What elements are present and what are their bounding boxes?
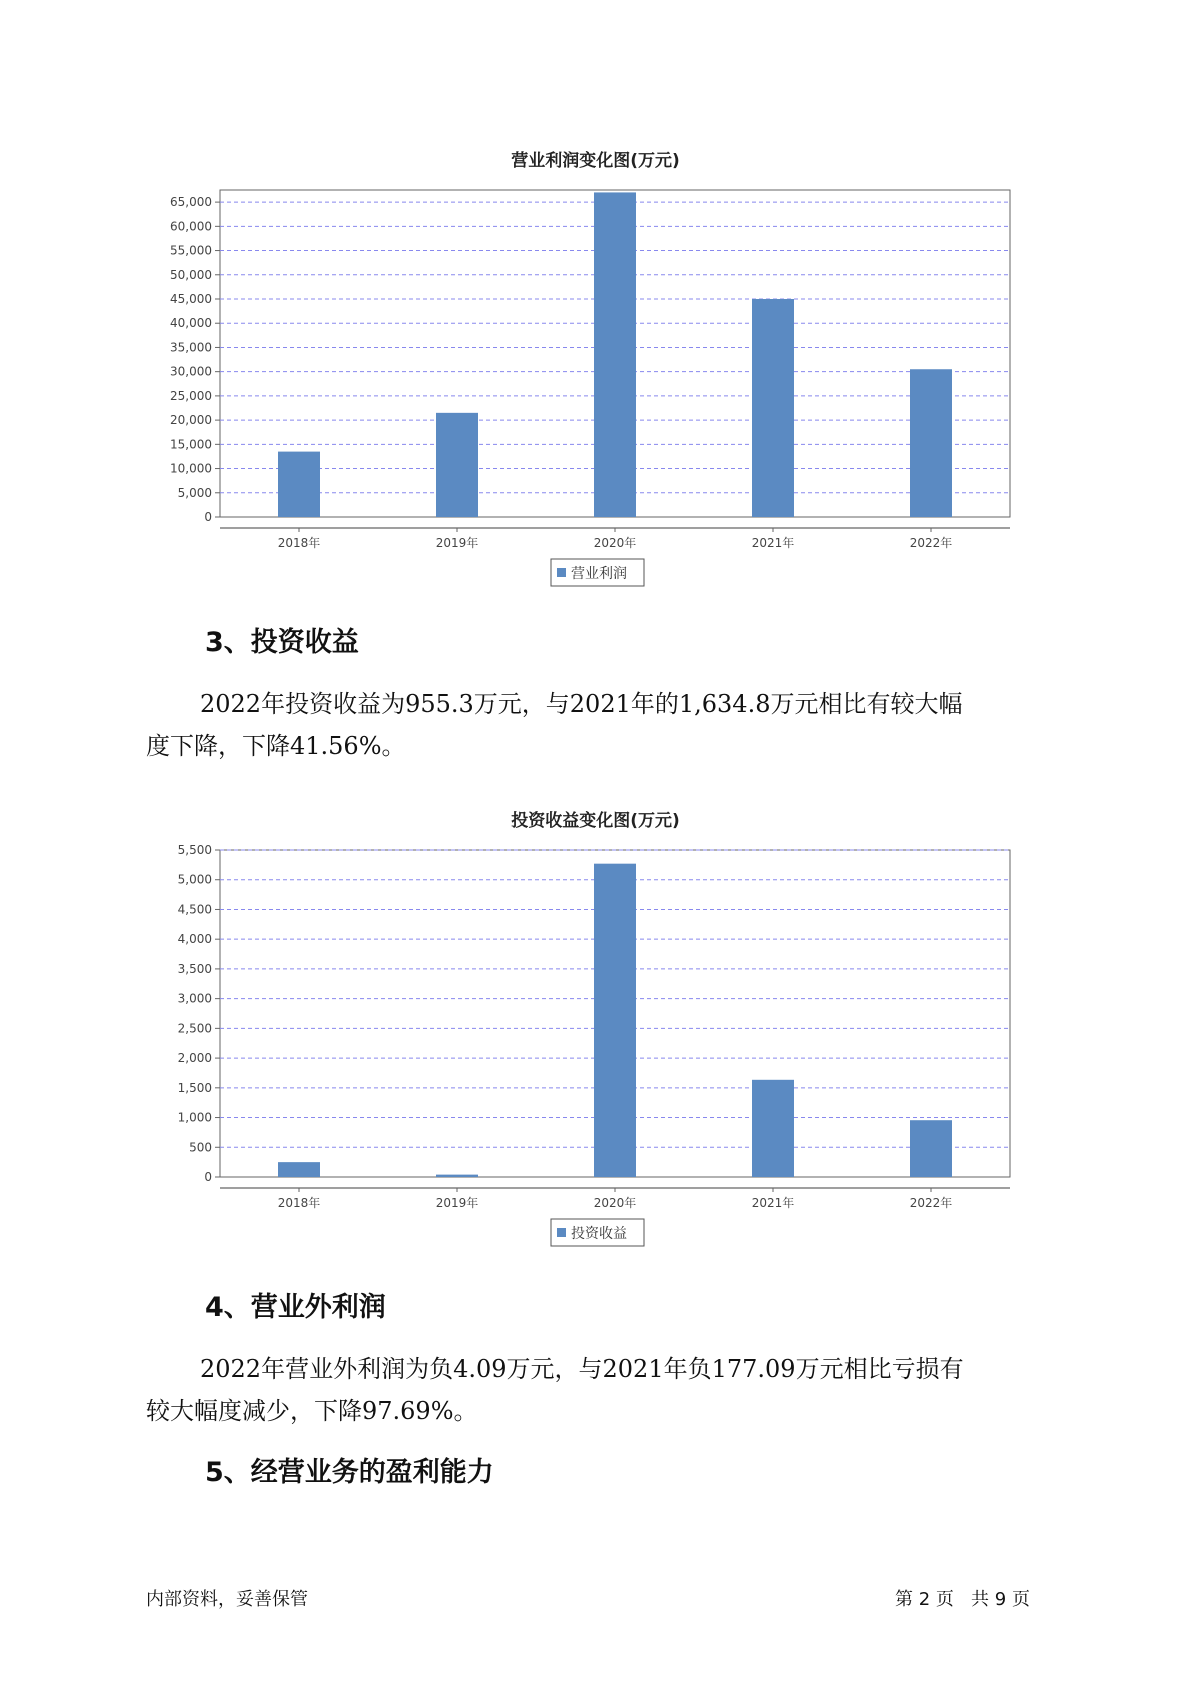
operating-profit-chart [0, 180, 1191, 600]
legend-label: 营业利润 [571, 566, 627, 582]
y-tick-label: 55,000 [170, 243, 212, 258]
y-tick-label: 20,000 [170, 413, 212, 428]
section-5-heading: 5、经营业务的盈利能力 [205, 1457, 494, 1488]
y-tick-label: 50,000 [170, 267, 212, 282]
y-tick-label: 2,500 [177, 1021, 212, 1036]
section-4-paragraph [146, 1348, 1046, 1432]
legend-swatch [557, 568, 566, 577]
y-tick-label: 65,000 [170, 195, 212, 210]
bar-2019年 [436, 1175, 478, 1177]
bar-2022年 [910, 1120, 952, 1177]
y-tick-label: 3,000 [177, 991, 212, 1006]
y-tick-label: 15,000 [170, 437, 212, 452]
x-tick-label: 2020年 [593, 536, 637, 550]
section-3-line-2: 度下降，下降41.56%。 [146, 732, 406, 760]
y-tick-label: 2,000 [177, 1051, 212, 1066]
y-tick-label: 30,000 [170, 364, 212, 379]
bar-2018年 [278, 452, 320, 517]
section-4-line-2: 较大幅度减少，下降97.69%。 [146, 1397, 478, 1425]
investment-income-chart [0, 840, 1191, 1260]
y-tick-label: 10,000 [170, 461, 212, 476]
bar-2021年 [752, 1080, 794, 1177]
x-tick-label: 2020年 [593, 1196, 637, 1210]
chart-1-title: 营业利润变化图(万元) [511, 151, 680, 171]
y-tick-label: 25,000 [170, 388, 212, 403]
legend-swatch [557, 1228, 566, 1237]
y-tick-label: 5,000 [177, 872, 212, 887]
y-tick-label: 4,500 [177, 902, 212, 917]
y-tick-label: 4,000 [177, 932, 212, 947]
footer-confidential-note: 内部资料，妥善保管 [146, 1589, 308, 1610]
y-tick-label: 1,000 [177, 1110, 212, 1125]
footer-page-number: 第 2 页 共 9 页 [895, 1589, 1030, 1610]
y-tick-label: 1,500 [177, 1080, 212, 1095]
chart-2-title: 投资收益变化图(万元) [511, 811, 680, 831]
y-tick-label: 0 [204, 1170, 212, 1184]
section-4-heading: 4、营业外利润 [205, 1292, 386, 1323]
bar-2021年 [752, 299, 794, 517]
legend-label: 投资收益 [571, 1226, 627, 1242]
section-3-paragraph [146, 683, 1046, 767]
y-tick-label: 5,500 [177, 843, 212, 857]
y-tick-label: 45,000 [170, 292, 212, 306]
x-tick-label: 2018年 [277, 1196, 321, 1210]
x-tick-label: 2022年 [909, 536, 953, 550]
y-tick-label: 0 [204, 510, 212, 524]
bar-2019年 [436, 413, 478, 517]
x-tick-label: 2021年 [751, 1196, 795, 1210]
section-3-line-1: 2022年投资收益为955.3万元，与2021年的1,634.8万元相比有较大幅 [200, 690, 963, 718]
x-tick-label: 2021年 [751, 536, 795, 550]
y-tick-label: 35,000 [170, 340, 212, 355]
y-tick-label: 5,000 [177, 485, 212, 500]
y-tick-label: 60,000 [170, 219, 212, 234]
bar-2018年 [278, 1162, 320, 1177]
y-tick-label: 40,000 [170, 316, 212, 331]
bar-2020年 [594, 192, 636, 517]
section-3-heading: 3、投资收益 [205, 627, 359, 658]
x-tick-label: 2022年 [909, 1196, 953, 1210]
y-tick-label: 500 [189, 1140, 212, 1155]
y-tick-label: 3,500 [177, 961, 212, 976]
bar-2020年 [594, 864, 636, 1177]
x-tick-label: 2018年 [277, 536, 321, 550]
x-tick-label: 2019年 [435, 536, 479, 550]
x-tick-label: 2019年 [435, 1196, 479, 1210]
section-4-line-1: 2022年营业外利润为负4.09万元，与2021年负177.09万元相比亏损有 [200, 1355, 964, 1383]
bar-2022年 [910, 369, 952, 517]
